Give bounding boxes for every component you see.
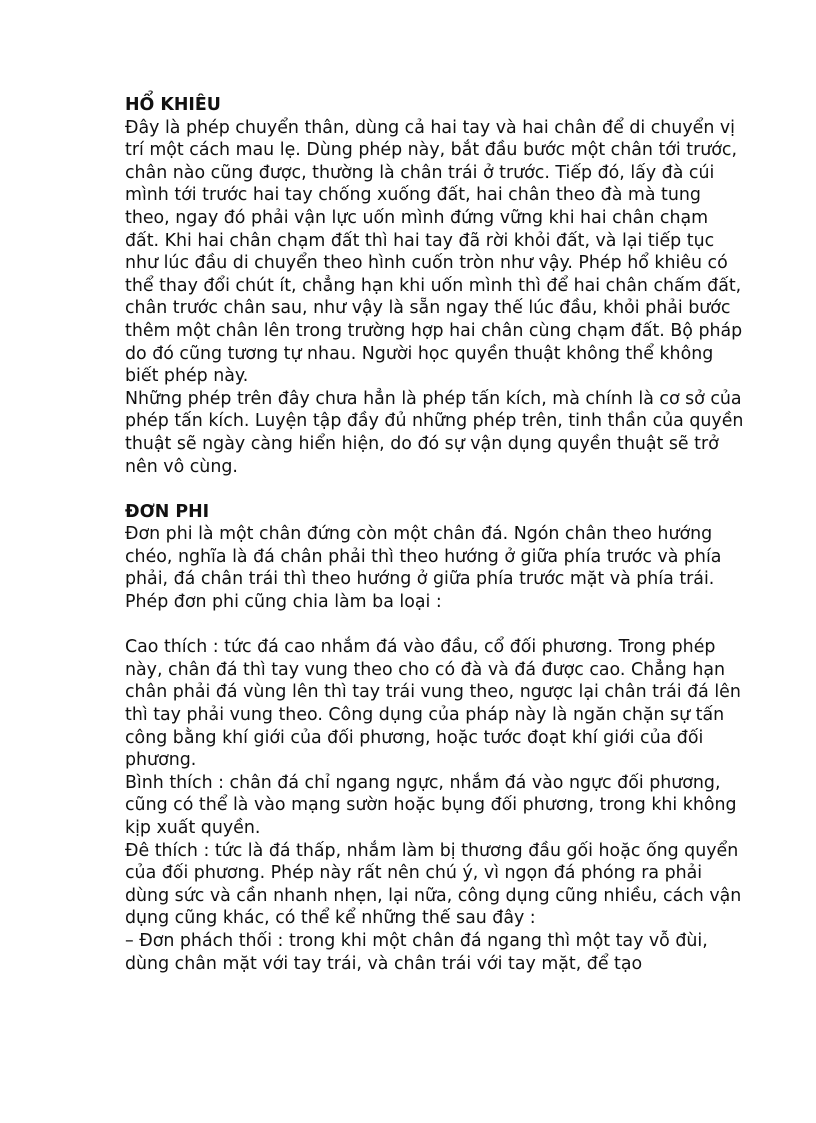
body-paragraph: – Đơn phách thối : trong khi một chân đá ngang thì một tay vỗ đùi, dùng chân mặt với tay trái, và chân trái với tay mặt, để tạo xyxy=(125,930,708,974)
intro-paragraph: Đơn phi là một chân đứng còn một chân đá. Ngón chân theo hướng chéo, nghĩa là đá chân phải thì theo hướng ở giữa phía trước và phía phải, đá chân trái thì theo hướng ở giữa phía trước mặt và phía trái. Phép đơn phi cũng chia làm ba loại : xyxy=(125,524,722,613)
body-paragraph: Đê thích : tức là đá thấp, nhắm làm bị thương đầu gối hoặc ống quyển của đối phương. Phép này rất nên chú ý, vì ngọn đá phóng ra phải dùng sức và cần nhanh nhẹn, lại nữa, công dụng cũng nhiều, cách vận dụng cũng khác, có thể kể những thế sau đây : xyxy=(125,840,742,929)
section-ho-khieu xyxy=(125,94,746,478)
body-paragraph: Cao thích : tức đá cao nhắm đá vào đầu, cổ đối phương. Trong phép này, chân đá thì tay vung theo cho có đà và đá được cao. Chẳng hạn chân phải đá vùng lên thì tay trái vung theo, ngược lại chân trái đá lên thì tay phải vung theo. Công dụng của pháp này là ngăn chặn sự tấn công bằng khí giới của đối phương, hoặc tước đoạt khí giới của đối phương. xyxy=(125,637,741,771)
section-don-phi xyxy=(125,501,746,975)
body-paragraph: Đây là phép chuyển thân, dùng cả hai tay và hai chân để di chuyển vị trí một cách mau lẹ. Dùng phép này, bắt đầu bước một chân tới trước, chân nào cũng được, thường là chân trái ở trước. Tiếp đó, lấy đà cúi mình tới trước hai tay chống xuống đất, hai chân theo đà mà tung theo, ngay đó phải vận lực uốn mình đứng vững khi hai chân chạm đất. Khi hai chân chạm đất thì hai tay đã rời khỏi đất, và lại tiếp tục như lúc đầu di chuyển theo hình cuốn tròn như vậy. Phép hổ khiêu có thể thay đổi chút ít, chẳng hạn khi uốn mình thì để hai chân chấm đất, chân trước chân sau, như vậy là sẵn ngay thế lúc đầu, khỏi phải bước thêm một chân lên trong trường hợp hai chân cùng chạm đất. Bộ pháp do đó cũng tương tự nhau. Người học quyền thuật không thể không biết phép này. xyxy=(125,117,743,387)
section-heading: HỔ KHIÊU xyxy=(125,95,221,115)
section-heading: ĐƠN PHI xyxy=(125,501,210,522)
body-paragraph: Bình thích : chân đá chỉ ngang ngực, nhắm đá vào ngực đối phương, cũng có thể là vào mạng sườn hoặc bụng đối phương, trong khi không kịp xuất quyền. xyxy=(125,772,737,838)
blank-line xyxy=(125,614,746,637)
body-paragraph: Những phép trên đây chưa hẳn là phép tấn kích, mà chính là cơ sở của phép tấn kích. Luyện tập đầy đủ những phép trên, tinh thần của quyền thuật sẽ ngày càng hiển hiện, do đó sự vận dụng quyền thuật sẽ trở nên vô cùng. xyxy=(125,388,744,477)
